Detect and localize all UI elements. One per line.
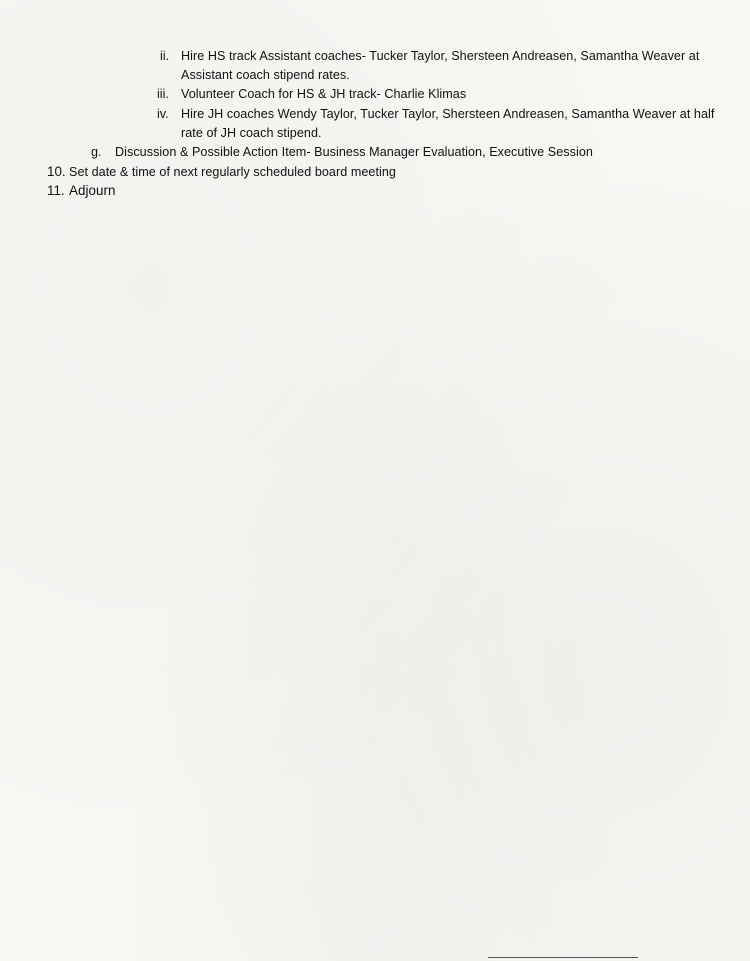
item-11-text: Adjourn: [69, 183, 116, 198]
item-11-marker: 11.: [47, 183, 65, 198]
item-iii-text: Volunteer Coach for HS & JH track- Charlie Klimas: [181, 87, 467, 101]
item-10-marker: 10.: [47, 164, 66, 179]
item-iv-text-line2: rate of JH coach stipend.: [181, 126, 322, 140]
item-g-text: Discussion & Possible Action Item- Business Manager Evaluation, Executive Session: [115, 145, 593, 159]
item-iii-marker: iii.: [157, 87, 169, 101]
item-iv-marker: iv.: [157, 107, 169, 121]
item-ii-marker: ii.: [160, 49, 170, 63]
item-g-marker: g.: [91, 145, 102, 159]
bottom-rule-divider: [488, 957, 638, 958]
item-ii-text-line2: Assistant coach stipend rates.: [181, 68, 350, 82]
item-10-text: Set date & time of next regularly scheduled board meeting: [69, 165, 396, 179]
item-ii-text-line1: Hire HS track Assistant coaches- Tucker Taylor, Shersteen Andreasen, Samantha Weaver at: [181, 49, 700, 63]
item-iv-text-line1: Hire JH coaches Wendy Taylor, Tucker Taylor, Shersteen Andreasen, Samantha Weaver at half: [181, 107, 715, 121]
